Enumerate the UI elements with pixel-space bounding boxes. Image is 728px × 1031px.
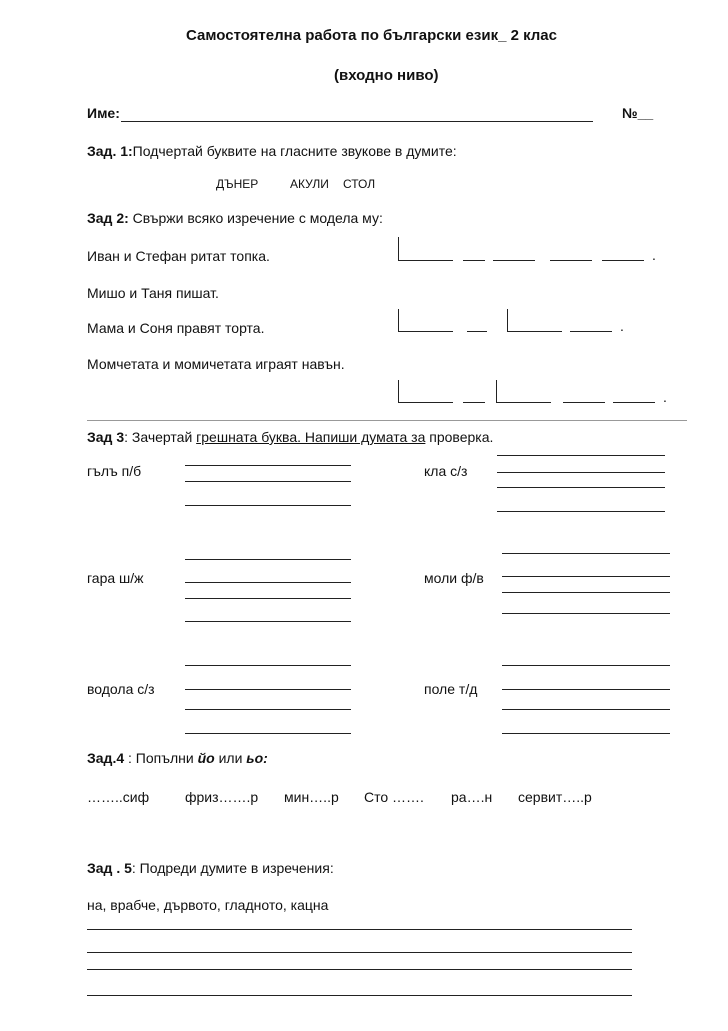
model-line xyxy=(613,402,655,403)
answer-line[interactable] xyxy=(502,689,670,690)
task4-item[interactable]: фриз…….р xyxy=(185,789,259,805)
task3-text-underlined: грешната буква. Напиши думата за xyxy=(196,429,426,445)
task3-word: поле т/д xyxy=(424,681,478,697)
answer-line[interactable] xyxy=(502,665,670,666)
task3-word: кла с/з xyxy=(424,463,468,479)
task4-label: Зад.4 xyxy=(87,750,125,766)
section-divider xyxy=(87,420,687,421)
answer-line[interactable] xyxy=(185,665,351,666)
task4-option-yo: йо xyxy=(197,750,215,766)
task2-sentence[interactable]: Мишо и Таня пишат. xyxy=(87,285,219,301)
answer-line[interactable] xyxy=(185,621,351,622)
task4-text: : Попълни xyxy=(124,750,198,766)
task4-item[interactable]: мин…..р xyxy=(284,789,339,805)
answer-line[interactable] xyxy=(185,598,351,599)
model-dot: . xyxy=(663,389,667,405)
task2-label: Зад 2: xyxy=(87,210,129,226)
answer-line[interactable] xyxy=(497,511,665,512)
model-bracket xyxy=(398,380,399,402)
task5-words: на, врабче, дървото, гладното, кацна xyxy=(87,897,329,913)
model-line xyxy=(570,331,612,332)
task2-heading xyxy=(87,210,383,226)
answer-line[interactable] xyxy=(87,995,632,996)
model-bracket xyxy=(398,237,399,260)
task3-label: Зад 3 xyxy=(87,429,125,445)
answer-line[interactable] xyxy=(497,472,665,473)
task4-item[interactable]: ……..сиф xyxy=(87,789,150,805)
task3-heading xyxy=(87,429,493,445)
model-line xyxy=(496,402,551,403)
task4-heading xyxy=(87,750,268,766)
answer-line[interactable] xyxy=(185,465,351,466)
answer-line[interactable] xyxy=(502,553,670,554)
model-line xyxy=(563,402,605,403)
task2-sentence[interactable]: Иван и Стефан ритат топка. xyxy=(87,248,270,264)
model-line xyxy=(602,260,644,261)
name-label: Име: xyxy=(87,105,120,121)
answer-line[interactable] xyxy=(497,455,665,456)
answer-line[interactable] xyxy=(185,505,351,506)
model-dot: . xyxy=(652,247,656,263)
task5-heading xyxy=(87,860,334,876)
task2-sentence[interactable]: Момчетата и момичетата играят навън. xyxy=(87,356,345,372)
task1-word[interactable]: АКУЛИ xyxy=(290,177,329,191)
task3-word: водола с/з xyxy=(87,681,155,697)
answer-line[interactable] xyxy=(87,952,632,953)
answer-line[interactable] xyxy=(502,592,670,593)
answer-line[interactable] xyxy=(87,969,632,970)
task1-word[interactable]: ДЪНЕР xyxy=(216,177,259,191)
task4-item[interactable]: сервит…..р xyxy=(518,789,592,805)
name-line[interactable] xyxy=(121,121,593,122)
page-subtitle: (входно ниво) xyxy=(334,67,439,84)
model-line xyxy=(507,331,562,332)
task3-word: моли ф/в xyxy=(424,570,484,586)
model-line xyxy=(398,260,453,261)
model-line xyxy=(493,260,535,261)
task1-heading xyxy=(87,143,457,159)
model-line xyxy=(398,402,453,403)
answer-line[interactable] xyxy=(87,929,632,930)
model-dot: . xyxy=(620,318,624,334)
task5-label: Зад . 5 xyxy=(87,860,132,876)
answer-line[interactable] xyxy=(185,733,351,734)
task3-text: : Зачертай xyxy=(124,429,197,445)
model-bracket xyxy=(507,309,508,331)
task4-item[interactable]: Сто ……. xyxy=(364,789,424,805)
task4-item[interactable]: ра….н xyxy=(451,789,493,805)
answer-line[interactable] xyxy=(185,709,351,710)
answer-line[interactable] xyxy=(185,559,351,560)
task2-sentence[interactable]: Мама и Соня правят торта. xyxy=(87,320,265,336)
answer-line[interactable] xyxy=(185,582,351,583)
page-title: Самостоятелна работа по български език_ 2 клас xyxy=(186,27,557,44)
model-line xyxy=(550,260,592,261)
task1-word[interactable]: СТОЛ xyxy=(343,177,376,191)
answer-line[interactable] xyxy=(185,689,351,690)
answer-line[interactable] xyxy=(497,487,665,488)
model-line xyxy=(463,402,485,403)
answer-line[interactable] xyxy=(502,709,670,710)
model-line xyxy=(398,331,453,332)
answer-line[interactable] xyxy=(185,481,351,482)
task3-word: гълъ п/б xyxy=(87,463,142,479)
model-line xyxy=(463,260,485,261)
answer-line[interactable] xyxy=(502,576,670,577)
model-line xyxy=(467,331,487,332)
task4-or: или xyxy=(214,750,247,766)
model-bracket xyxy=(398,309,399,331)
number-label: №__ xyxy=(622,105,654,121)
task3-word: гара ш/ж xyxy=(87,570,144,586)
task2-text: Свържи всяко изречение с модела му: xyxy=(128,210,383,226)
model-bracket xyxy=(496,380,497,402)
task3-text-end: проверка. xyxy=(425,429,494,445)
task1-text: Подчертай буквите на гласните звукове в думите: xyxy=(132,143,457,159)
answer-line[interactable] xyxy=(502,613,670,614)
task4-option-yo-soft: ьо: xyxy=(246,750,268,766)
task1-label: Зад. 1: xyxy=(87,143,133,159)
answer-line[interactable] xyxy=(502,733,670,734)
task5-text: : Подреди думите в изречения: xyxy=(131,860,334,876)
